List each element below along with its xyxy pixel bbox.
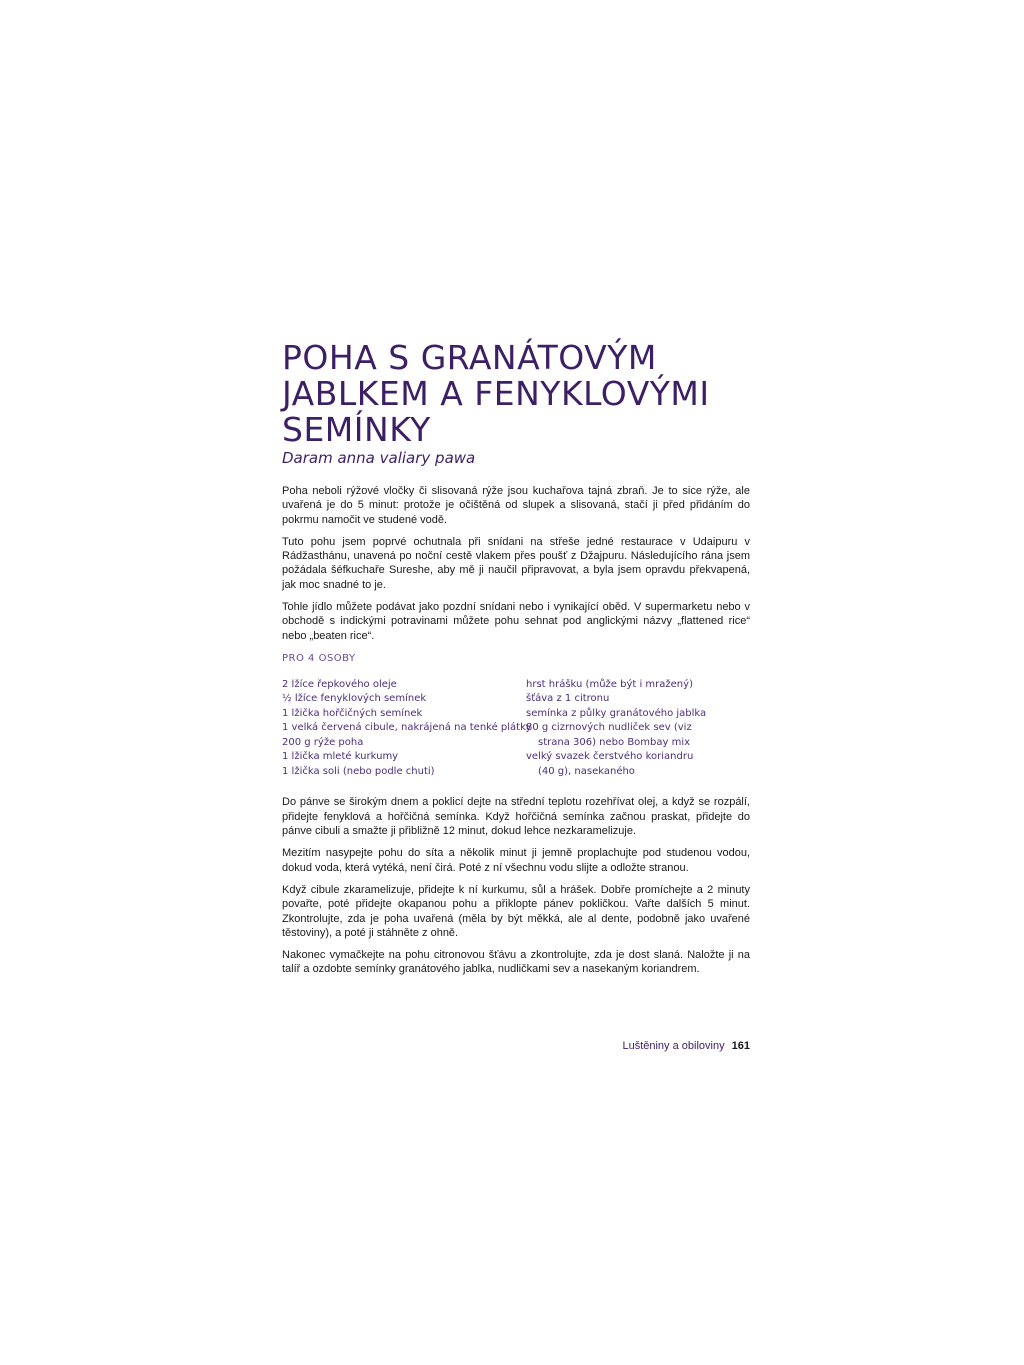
method-paragraph: Do pánve se širokým dnem a poklicí dejte na střední teplotu rozehřívat olej, a když se rozpálí, přidejte fenyklová a hořčičná semínka. Když hořčičná semínka začnou praskat, přidejte do pánve cibuli a smažte ji přibližně 12 minut, dokud lehce nezkaramelizuje. <box>282 796 750 838</box>
title-line: JABLKEM A FENYKLOVÝMI <box>282 374 710 413</box>
ingredient-item: ½ lžíce fenyklových semínek <box>282 693 427 705</box>
page-footer <box>282 1040 750 1052</box>
ingredient-item: šťáva z 1 citronu <box>526 693 610 705</box>
ingredient-item: 1 lžička soli (nebo podle chuti) <box>282 765 435 777</box>
ingredient-item: 1 velká červená cibule, nakrájená na tenké plátky <box>282 722 532 734</box>
ingredients-right-column <box>526 678 750 780</box>
ingredient-item-continued: strana 306) nebo Bombay mix <box>538 736 691 748</box>
ingredient-item: 200 g rýže poha <box>282 736 364 748</box>
recipe-subtitle: Daram anna valiary pawa <box>282 449 476 467</box>
ingredients-left-column <box>282 678 532 780</box>
ingredient-item-continued: (40 g), nasekaného <box>538 765 635 777</box>
intro-paragraph: Tuto pohu jsem poprvé ochutnala při snídani na střeše jedné restaurace v Udaipuru v Rádžasthánu, unavená po noční cestě vlakem přes poušť z Džajpuru. Následujícího rána jsem požádala šéfkuchaře Sureshe, aby mě ji naučil připravovat, a byla jsem opravdu překvapená, jak moc snadné to je. <box>282 535 750 591</box>
ingredient-item: 1 lžička hořčičných semínek <box>282 707 423 719</box>
footer-section-name: Luštěniny a obiloviny <box>622 1040 725 1052</box>
method-paragraph: Nakonec vymačkejte na pohu citronovou šťávu a zkontrolujte, zda je dost slaná. Naložte ji na talíř a ozdobte semínky granátového jablka, nudličkami sev a nasekaným koriandrem. <box>282 949 750 976</box>
intro-paragraph: Poha neboli rýžové vločky či slisovaná rýže jsou kuchařova tajná zbraň. Je to sice rýže, ale uvařená je do 5 minut: protože je očištěná od slupek a slisovaná, stačí ji před přidáním do pokrmu namočit ve studené vodě. <box>282 485 750 526</box>
ingredient-item: semínka z půlky granátového jablka <box>526 707 707 719</box>
method-paragraph: Mezitím nasypejte pohu do síta a několik minut ji jemně proplachujte pod studenou vodou, dokud voda, která vytéká, není čirá. Poté z ní všechnu vodu slijte a odložte stranou. <box>282 847 750 874</box>
title-line: POHA S GRANÁTOVÝM <box>282 338 657 377</box>
intro-paragraph: Tohle jídlo můžete podávat jako pozdní snídani nebo i vynikající oběd. V supermarketu nebo v obchodě s indickými potravinami můžete pohu sehnat pod anglickými názvy „flattened rice“ nebo „beaten rice“. <box>282 601 750 642</box>
ingredients-section <box>282 678 750 780</box>
method-section <box>282 795 750 976</box>
ingredient-item: 2 lžíce řepkového oleje <box>282 678 397 690</box>
ingredient-item: 80 g cizrnových nudliček sev (viz <box>526 722 692 734</box>
intro-section <box>282 484 750 643</box>
recipe-title <box>282 340 750 448</box>
ingredient-item: velký svazek čerstvého koriandru <box>526 751 694 763</box>
ingredient-item: hrst hrášku (může být i mražený) <box>526 678 693 690</box>
title-line: SEMÍNKY <box>282 410 431 449</box>
method-paragraph: Když cibule zkaramelizuje, přidejte k ní kurkumu, sůl a hrášek. Dobře promíchejte a 2 minuty povařte, poté přidejte okapanou pohu a přiklopte pánev pokličkou. Vařte dalších 5 minut. Zkontrolujte, zda je poha uvařená (měla by být měkká, ale al dente, podobně jako uvařené těstoviny), a poté ji stáhněte z ohně. <box>282 883 750 939</box>
page-number: 161 <box>731 1040 750 1052</box>
recipe-page <box>282 340 750 985</box>
ingredient-item: 1 lžička mleté kurkumy <box>282 751 399 763</box>
serves-label: PRO 4 OSOBY <box>282 652 356 664</box>
